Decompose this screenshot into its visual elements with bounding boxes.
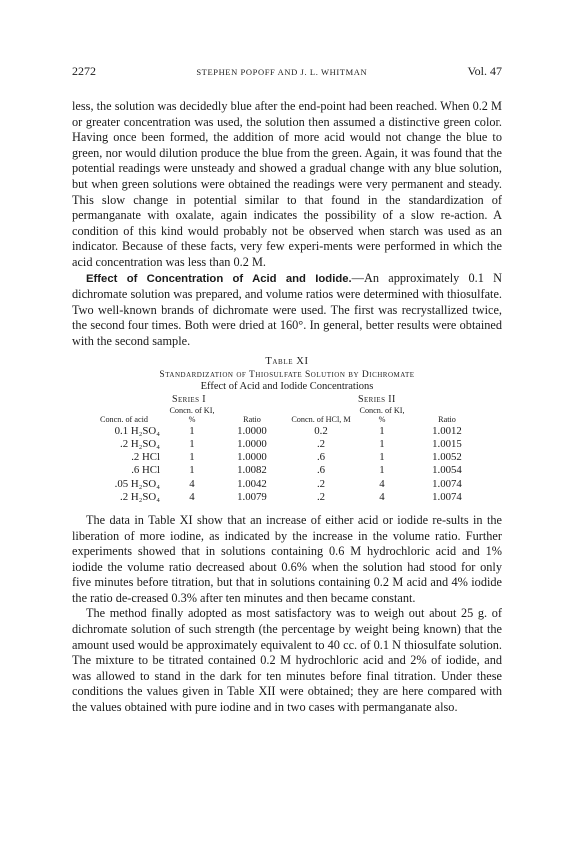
col-header: Concn. of KI, % bbox=[169, 405, 215, 424]
cell: 1.0082 bbox=[237, 464, 267, 477]
cell: .2 bbox=[316, 490, 326, 503]
section-paragraph bbox=[72, 271, 502, 350]
cell: 1 bbox=[189, 451, 195, 464]
cell: 1.0000 bbox=[237, 437, 267, 450]
paragraph-3: The method finally adopted as most satisfactory was to weigh out about 25 g. of dichromate solution of such strength (the percentage by weight being known) that the amount used would be approximately equivalent to 40 cc. of 0.1 N thiosulfate solution. The mixture to be titrated contained 0.2 M hydrochloric acid and 2% of iodide, and was allowed to stand in the dark for ten minutes before final titration. Under these conditions the values given in Table XII were obtained; they are here compared with the values obtained with pure iodine and in two cases with permanganate also. bbox=[72, 606, 502, 715]
page bbox=[72, 64, 502, 716]
table-row bbox=[88, 478, 486, 491]
cell: 4 bbox=[189, 477, 195, 490]
cell: 1.0054 bbox=[432, 464, 462, 477]
cell: 0.1 H₂SO₄ bbox=[114, 424, 160, 437]
section-body: —An approximately 0.1 N dichromate solution was prepared, and volume ratios were determined with thiosulfate. Two well-known brands of dichromate were used. The first was recrystallized twice, the second four times. Both were dried at 160°. In general, better results were obtained with the second sample. bbox=[72, 270, 502, 348]
col-header: Ratio bbox=[243, 414, 261, 424]
cell: 4 bbox=[379, 477, 385, 490]
cell: 1 bbox=[189, 437, 195, 450]
cell: 1 bbox=[379, 424, 385, 437]
col-header: Concn. of KI, % bbox=[359, 405, 405, 424]
cell: .2 HCl bbox=[131, 451, 160, 464]
table-label: Table XI bbox=[265, 355, 309, 367]
col-header: Concn. of HCl, M bbox=[291, 414, 351, 424]
table-row bbox=[88, 425, 486, 438]
data-table bbox=[88, 393, 486, 504]
series-ii-label: Series II bbox=[358, 393, 396, 405]
volume-label: Vol. 47 bbox=[467, 64, 502, 78]
cell: 1.0000 bbox=[237, 451, 267, 464]
table-xi bbox=[72, 356, 502, 504]
cell: 1 bbox=[189, 464, 195, 477]
cell: .2 bbox=[316, 477, 326, 490]
table-row bbox=[88, 491, 486, 504]
cell: 1.0012 bbox=[432, 424, 462, 437]
cell: 0.2 bbox=[314, 424, 328, 437]
cell: .2 H₂SO₄ bbox=[120, 437, 160, 450]
cell: .2 H₂SO₄ bbox=[120, 490, 160, 503]
cell: 4 bbox=[379, 490, 385, 503]
cell: .6 bbox=[316, 464, 326, 477]
table-row bbox=[88, 438, 486, 451]
cell: .6 bbox=[316, 451, 326, 464]
cell: 1.0079 bbox=[237, 490, 267, 503]
col-header: Ratio bbox=[438, 414, 456, 424]
page-number: 2272 bbox=[72, 64, 96, 78]
cell: 1.0074 bbox=[432, 477, 462, 490]
series-i-label: Series I bbox=[171, 393, 207, 405]
cell: 1.0074 bbox=[432, 490, 462, 503]
cell: 1.0000 bbox=[237, 424, 267, 437]
page-header bbox=[72, 64, 502, 79]
cell: 1 bbox=[379, 437, 385, 450]
cell: .6 HCl bbox=[131, 464, 160, 477]
paragraph-1: less, the solution was decidedly blue after the end-point had been reached. When 0.2 M or greater concentration was used, the solution then assumed a distinctive green color. Having once been formed, the addition of more acid would not change the blue to green, nor would dilution produce the blue from the green. Again, it was found that the potential readings were unsteady and showed a gradual change with any blue solution, but when green solutions were obtained the readings were very permanent and steady. This slow change in potential similar to that found in the standardization of permanganate with oxalate, again indicates the possibility of a slow re-action. A condition of this kind would probably not be observed when starch was used as an indicator. Because of these facts, very few experi-ments were performed in which the acid concentration was less than 0.2 M. bbox=[72, 99, 502, 269]
cell: 1 bbox=[189, 424, 195, 437]
cell: 1.0015 bbox=[432, 437, 462, 450]
table-row bbox=[88, 451, 486, 464]
cell: 4 bbox=[189, 490, 195, 503]
cell: 1.0052 bbox=[432, 451, 462, 464]
paragraph-2: The data in Table XI show that an increase of either acid or iodide re-sults in the liberation of more iodine, as indicated by the increase in the volume ratio. Further experiments showed that in solutions containing 0.6 M hydrochloric acid and 1% iodide the volume ratio decreased about 0.6% when the solution had stood for only five minutes before titration, but that in solutions containing 0.2 M acid and 4% iodide the ratio de-creased 0.3% after ten minutes and then became constant. bbox=[72, 512, 502, 605]
table-title: Standardization of Thiosulfate Solution by Dichromate bbox=[159, 369, 415, 380]
cell: 1.0042 bbox=[237, 477, 267, 490]
section-heading: Effect of Concentration of Acid and Iodide. bbox=[86, 272, 352, 285]
cell: 1 bbox=[379, 451, 385, 464]
table-row bbox=[88, 464, 486, 477]
cell: .05 H₂SO₄ bbox=[114, 477, 160, 490]
cell: 1 bbox=[379, 464, 385, 477]
table-subtitle: Effect of Acid and Iodide Concentrations bbox=[200, 380, 374, 392]
col-header: Concn. of acid bbox=[99, 414, 148, 424]
cell: .2 bbox=[316, 437, 326, 450]
running-title: STEPHEN POPOFF AND J. L. WHITMAN bbox=[196, 67, 368, 77]
